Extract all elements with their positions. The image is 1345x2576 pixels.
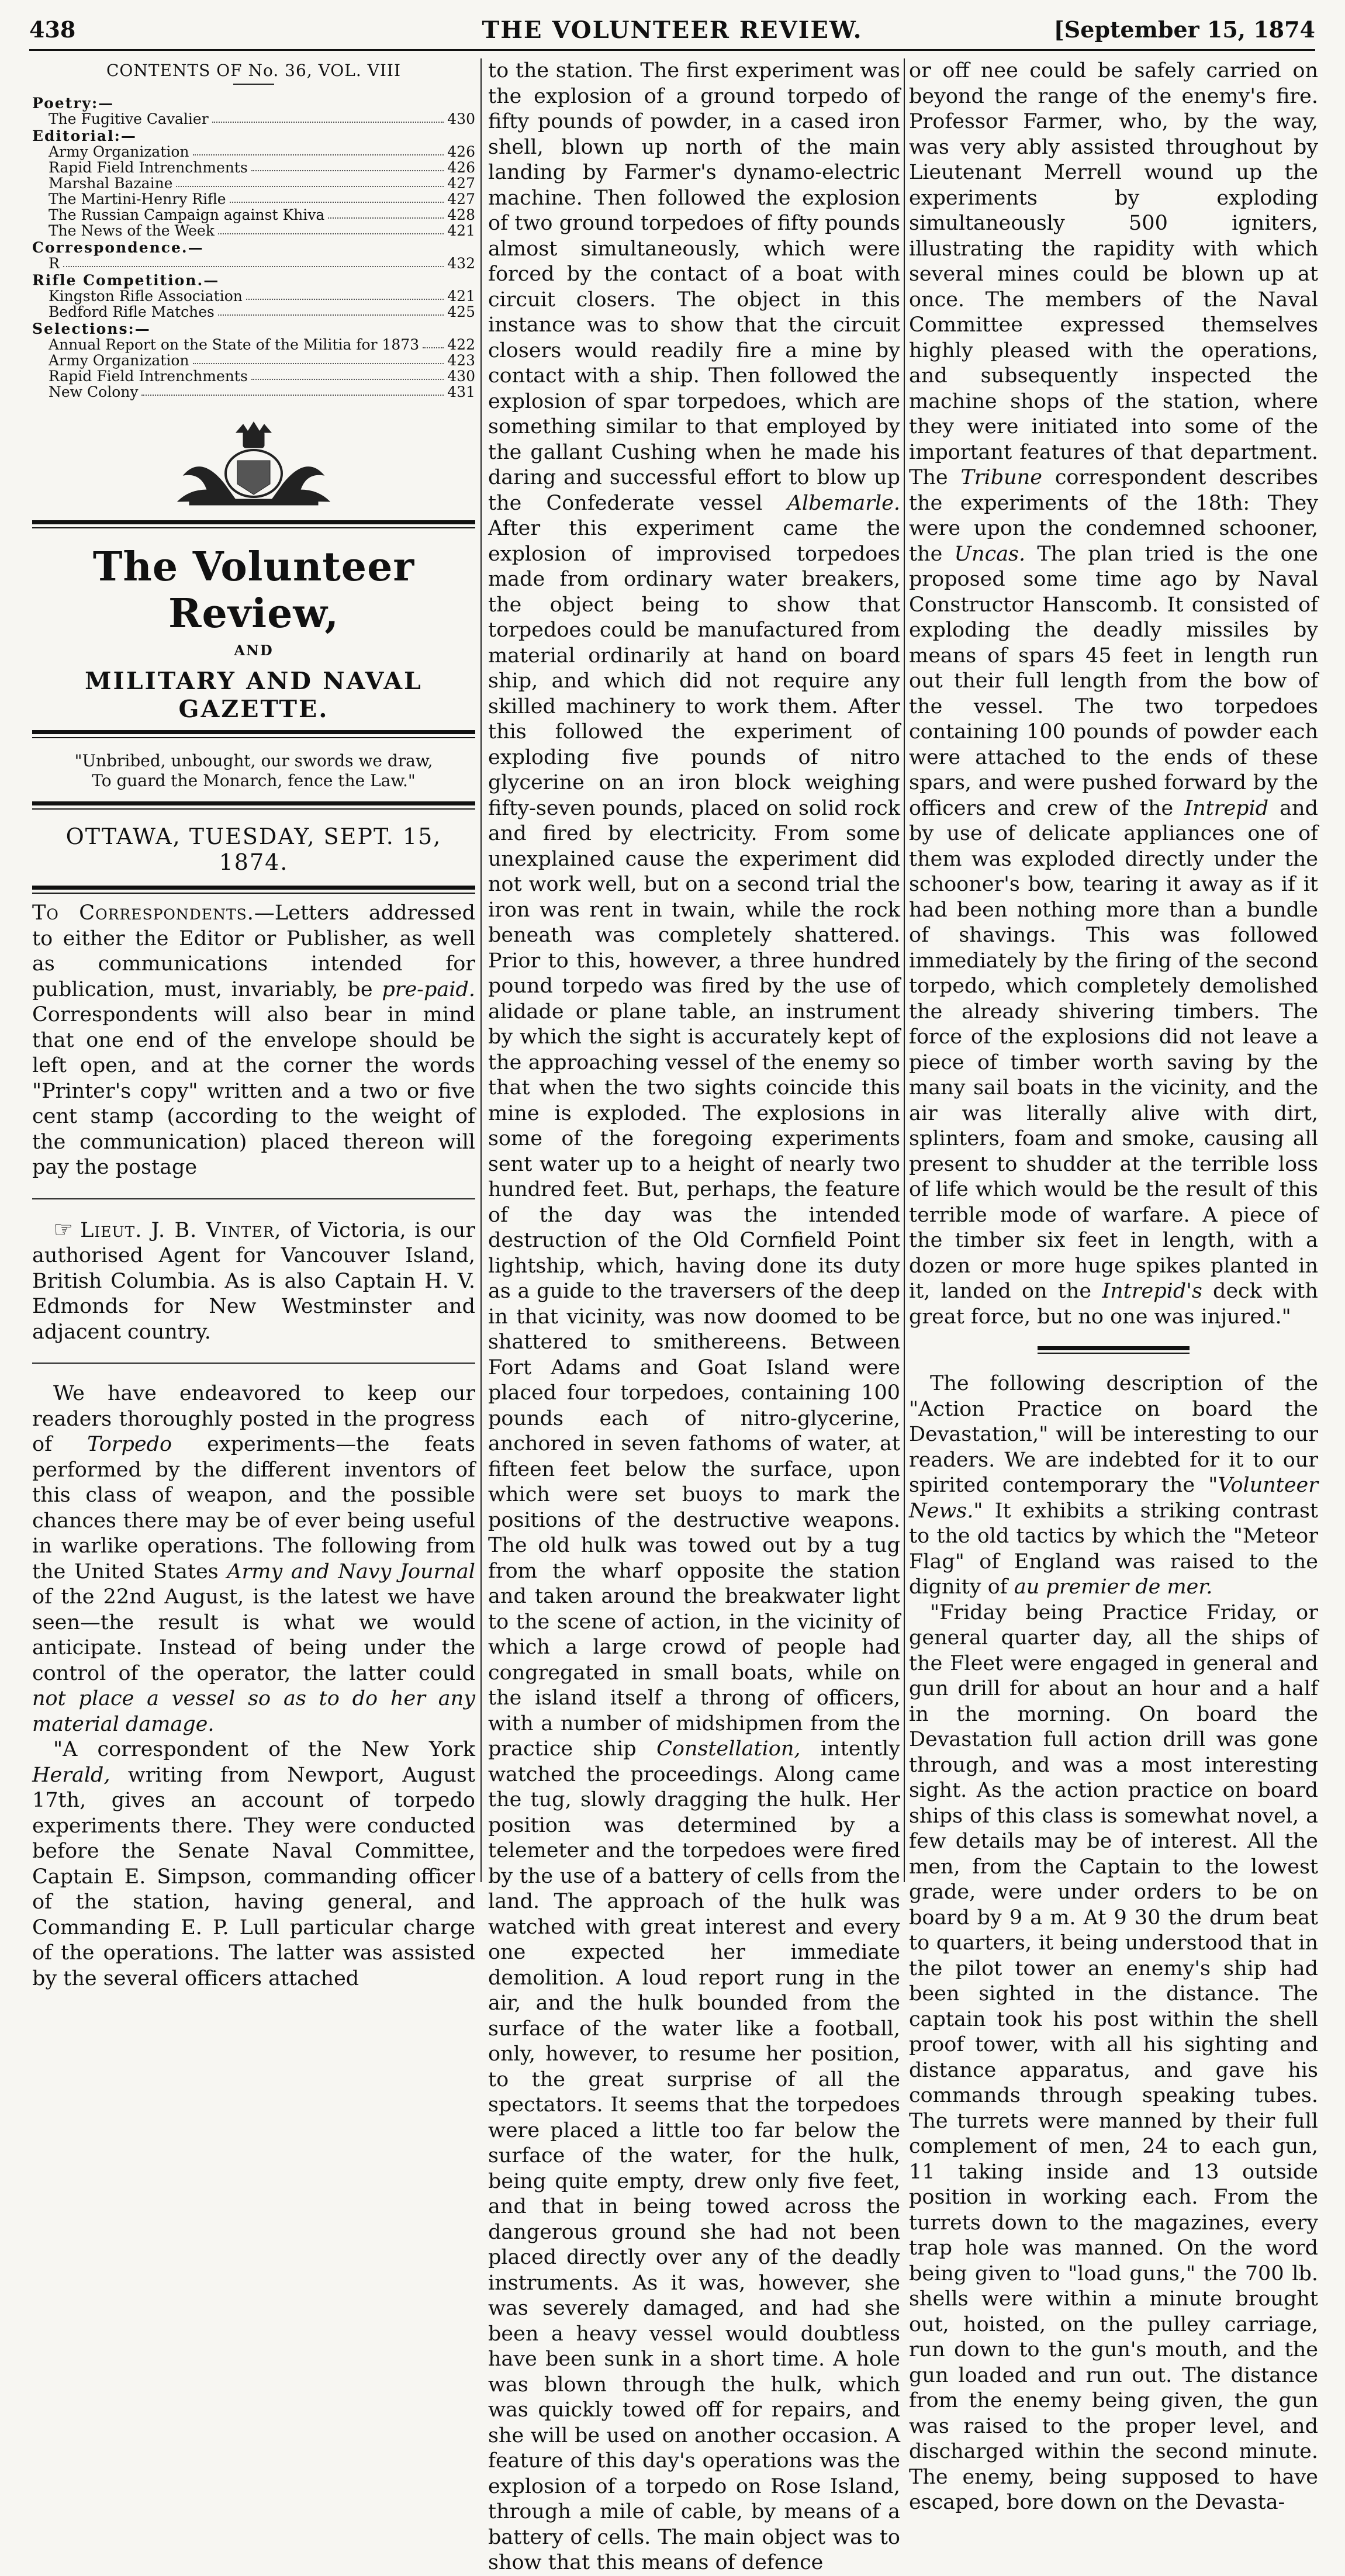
contents-entry-page: 430 (447, 368, 475, 385)
contents-entry (32, 288, 475, 304)
contents-entry-label: Annual Report on the State of the Militia for 1873 (49, 336, 420, 353)
article2-intro (909, 1371, 1318, 1600)
contents-entry-page: 421 (447, 288, 475, 305)
contents-entry (32, 368, 475, 384)
motto-line: To guard the Monarch, fence the Law." (92, 771, 416, 790)
contents-entry-page: 427 (447, 191, 475, 208)
contents-entry-label: Rapid Field Intrenchments (49, 368, 248, 385)
dot-leader (193, 144, 444, 155)
divider (32, 801, 475, 810)
contents-entry-page: 430 (447, 110, 475, 127)
contents-entry-page: 432 (447, 255, 475, 272)
notice-correspondents (32, 901, 475, 1181)
contents-entry (32, 207, 475, 223)
dot-leader (246, 288, 444, 300)
notice-text: Correspondents will also bear in mind that one end of the envelope should be left open, and at the corner the words "Printer's copy" written and a two or five cent stamp (according to the weight of the communication) placed thereon will pay the postage (32, 1003, 475, 1179)
article-emphasis: Herald, (32, 1763, 110, 1787)
running-header (29, 12, 1315, 51)
article-emphasis: Army and Navy Journal (227, 1560, 475, 1583)
contents-entry-page: 423 (447, 352, 475, 369)
dot-leader (141, 384, 444, 396)
dot-leader (218, 223, 444, 234)
contents-section-heading: Selections:— (32, 320, 151, 337)
divider (1038, 1346, 1190, 1354)
article-text: "A correspondent of the New York (53, 1738, 475, 1761)
dot-leader (328, 207, 444, 219)
contents-entry-page: 431 (447, 383, 475, 400)
notice-emphasis: pre-paid. (382, 977, 475, 1001)
pointing-hand-icon: ☞ (53, 1216, 74, 1242)
royal-arms-ornament-icon (166, 420, 341, 507)
divider (233, 84, 274, 85)
contents-entry (32, 111, 475, 127)
page-number: 438 (29, 16, 76, 43)
article2-body (909, 1600, 1318, 2516)
article-text: experiments—the feats performed by the different inventors of this class of weapon, and the possible chances there may be of ever being useful in warlike operations. The following from the United States (32, 1433, 475, 1583)
article-text: The plan tried is the one proposed some time ago by Naval Constructor Hanscomb. It consisted of exploding the deadly missiles by means of spars 45 feet in length run out their full length from the bow of the vessel. The two torpedoes containing 100 pounds of powder each were attached to the ends of these spars, and were pushed forward by the officers and crew of the (909, 542, 1318, 820)
article-emphasis: Tribune (960, 466, 1042, 489)
dot-leader (218, 304, 444, 316)
dot-leader (251, 160, 444, 171)
contents-entry (32, 175, 475, 191)
divider (32, 886, 475, 894)
divider (32, 1198, 475, 1199)
article-intro (32, 1381, 475, 1737)
dot-leader (251, 368, 444, 380)
contents-entry (32, 384, 475, 400)
article-emphasis: not place a vessel so as to do her any material damage. (32, 1687, 475, 1736)
contents-entry (32, 191, 475, 207)
dot-leader (212, 111, 444, 123)
contents-entry (32, 144, 475, 160)
column-3 (909, 58, 1318, 2514)
article-text: to the station. The first experiment was the explosion of a ground torpedo of fifty pounds of powder, in a cased iron shell, blown up north of the main landing by Farmer's dynamo-electric machine. Then followed the explosion of two ground torpedoes of fifty pounds almost simultaneously, which were forced by the contact of a boat with circuit closers. The object in this instance was to show that the circuit closers would readily fire a mine by contact with a ship. Then followed the explosion of spar torpedoes, which are something similar to that employed by the gallant Cushing when he made his daring and successful effort to blow up the Confederate vessel (488, 59, 900, 515)
article-text: intently watched the proceedings. Along came the tug, slowly dragging the hulk. Her position was determined by a telemeter and the torpedoes were fired by the use of a battery of cells from the land. The approach of the hulk was watched with great interest and every one expected her immediate demolition. A loud report rung in the air, and the hulk bounded from the surface of the water like a football, only, however, to resume her position, to the great surprise of all the spectators. It seems that the torpedoes were placed a little too far below the surface of the water, for the hulk, being quite empty, drew only five feet, and that in being towed across the dangerous ground she had not been placed directly over any of the deadly instruments. As it was, however, she was severely damaged, and had she been a heavy vessel would doubtless have been sunk in a short time. A hole was blown through the hulk, which was quickly towed off for repairs, and she will be used on another occasion. A feature of this day's operations was the explosion of a torpedo on Rose Island, through a mile of cable, by means of a battery of cells. The main object was to show that this means of defence (488, 1737, 900, 2574)
contents-entry-label: Kingston Rifle Association (49, 288, 243, 305)
masthead-motto (32, 751, 475, 791)
masthead-and: AND (234, 642, 274, 659)
contents-entry (32, 223, 475, 238)
contents-section-heading: Editorial:— (32, 127, 137, 144)
contents-entry-label: New Colony (49, 383, 139, 400)
contents-entry (32, 304, 475, 320)
article-text: deck with great force, but no one was injured." (909, 1280, 1318, 1329)
contents-entry-page: 428 (447, 206, 475, 223)
contents-entry-page: 425 (447, 303, 475, 320)
dateline: OTTAWA, TUESDAY, SEPT. 15, 1874. (65, 824, 442, 875)
column-2 (488, 58, 900, 2574)
article-text: or off nee could be safely carried on beyond the range of the enemy's fire. Professor Farmer, who, by the way, was very ably assisted throughout by Lieutenant Merrell wound up the experiments by exploding simultaneously 500 igniters, illustrating the rapidity with which several mines could be blown up at once. The members of the Naval Committee expressed themselves highly pleased with the operations, and subsequently inspected the machine shops of the station, where they were initiated into some of the important features of that department. The (909, 59, 1318, 489)
dot-leader (423, 337, 444, 348)
contents-entry-label: The News of the Week (49, 222, 215, 239)
contents-entry-label: Rapid Field Intrenchments (49, 159, 248, 176)
article-body (909, 58, 1318, 1330)
contents-entry-label: Army Organization (49, 143, 189, 160)
contents-entry-label: R (49, 255, 60, 272)
divider (32, 1363, 475, 1364)
article-text: of the 22nd August, is the latest we have seen—the result is what we would anticipate. Instead of being under the control of the operator, the latter could (32, 1585, 475, 1685)
dot-leader (63, 255, 444, 267)
notice-lead: To Correspondents. (32, 901, 254, 925)
article-emphasis: Albemarle. (787, 491, 900, 515)
contents-entry-page: 421 (447, 222, 475, 239)
article-quote (32, 1737, 475, 1991)
contents-entry-page: 427 (447, 175, 475, 192)
column-1 (32, 58, 475, 1990)
column-rule (904, 58, 905, 1882)
dot-leader (230, 191, 444, 203)
contents-entry-label: The Fugitive Cavalier (49, 110, 209, 127)
article-text: writing from Newport, August 17th, gives an account of torpedo experiments there. They were conducted before the Senate Naval Committee, Captain E. Simpson, commanding officer of the station, having general, and Commanding E. P. Lull particular charge of the operations. The latter was assisted by the several officers attached (32, 1763, 475, 1990)
article-emphasis: Volunteer News. (909, 1474, 1318, 1523)
article-text: " It exhibits a striking contrast to the old tactics by which the "Meteor Flag" of England was raised to the dignity of (909, 1499, 1318, 1599)
contents-entry (32, 337, 475, 352)
article-text: "Friday being Practice Friday, or general quarter day, all the ships of the Fleet were engaged in general and gun drill for about an hour and a half in the morning. On board the Devastation full action drill was gone through, and was a most interesting sight. As the action practice on board ships of this class is somewhat novel, a few details may be of interest. All the men, from the Captain to the lowest grade, were under orders to be on board by 9 a m. At 9 30 the drum beat to quarters, it being understood that in the pilot tower an enemy's ship had been sighted in the distance. The captain took his post within the shell proof tower, with all his sighting and distance apparatus, and gave his commands through speaking tubes. The turrets were manned by their full complement of men, 24 to each gun, 11 taking inside and 13 outside position in working each. From the turrets down to the magazines, every trap hole was manned. On the word being given to "load guns," the 700 lb. shells were within a minute brought out, hoisted, on the pulley carriage, run down to the gun's mouth, and the gun loaded and run out. The distance from the enemy being given, the gun was raised to the proper level, and discharged within the second minute. The enemy, being supposed to have escaped, bore down on the Devasta- (909, 1600, 1318, 2514)
contents-entry-page: 426 (447, 143, 475, 160)
article-text: and by use of delicate appliances one of them was exploded directly under the schooner's bow, tearing it away as if it had been nothing more than a bundle of shavings. This was followed immediately by the firing of the second torpedo, which completely demolished the already shivering timbers. The force of the explosions did not leave a piece of timber worth saving by the many sail boats in the vicinity, and the air was literally alive with dirt, splinters, foam and smoke, causing all present to shudder at the terrible loss of life which would be the result of this terrible mode of warfare. A piece of the timber six feet in length, with a dozen or more huge spikes planted in it, landed on the (909, 796, 1318, 1303)
dot-leader (176, 175, 444, 187)
motto-line: "Unbribed, unbought, our swords we draw, (74, 751, 433, 770)
notice-agent (32, 1217, 475, 1346)
article-emphasis: au premier de mer. (1014, 1575, 1213, 1599)
article-body (488, 58, 900, 2576)
contents-entry (32, 160, 475, 175)
article-emphasis: Torpedo (87, 1433, 172, 1456)
contents-entry-label: The Russian Campaign against Khiva (49, 206, 325, 223)
contents-heading: CONTENTS OF No. 36, VOL. VIII (106, 61, 402, 80)
contents-entry-label: Bedford Rifle Matches (49, 303, 215, 320)
article-text: correspondent describes the experiments of the 18th: They were upon the condemned schooner, the (909, 466, 1318, 566)
contents-entry-page: 422 (447, 336, 475, 353)
notice-text: —Letters addressed to either the Editor or Publisher, as well as communications intended for publication, must, invariably, be (32, 901, 475, 1001)
article-emphasis: Constellation, (656, 1737, 801, 1761)
column-rule (480, 58, 482, 1882)
contents-section-heading: Poetry:— (32, 95, 115, 112)
contents-section-heading: Correspondence.— (32, 239, 204, 256)
contents-entry-label: Army Organization (49, 352, 189, 369)
contents-entry (32, 352, 475, 368)
article-text: After this experiment came the explosion of improvised torpedoes made from ordinary water breakers, the object being to show that torpedoes could be manufactured from material ordinarily at hand on board ship, and which did not require any skilled machinery to work them. After this followed the experiment of exploding five pounds of nitro glycerine on an iron block weighing fifty-seven pounds, placed on solid rock and fired by electricity. From some unexplained cause the experiment did not work well, but on a second trial the iron was rent in twain, while the rock beneath was completely shattered. Prior to this, however, a three hundred pound torpedo was fired by the use of alidade or plane table, an instrument by which the sight is accurately kept of the approaching vessel of the enemy so that when the two sights coincide this mine is exploded. The explosions in some of the foregoing experiments sent water up to a height of nearly two hundred feet. But, perhaps, the feature of the day was the intended destruction of the Old Cornfield Point lightship, which, having done its duty as a guide to the traversers of the deep in that vicinity, was now doomed to be shattered to smithereens. Between Fort Adams and Goat Island were placed four torpedoes, containing 100 pounds each of nitro-glycerine, anchored in seven fathoms of water, at fifteen feet below the surface, upon which were set buoys to mark the positions of the destructive weapons. The old hulk was towed out by a tug from the wharf opposite the station and taken around the breakwater light to the scene of action, in the vicinity of which a large crowd of people had congregated in small boats, while on the island itself a throng of officers, with a number of midshipmen from the practice ship (488, 517, 900, 1761)
issue-date: [September 15, 1874 (1053, 16, 1315, 43)
masthead-subtitle: MILITARY AND NAVAL GAZETTE. (85, 667, 423, 723)
notice-lead: Lieut. J. B. Vinter, (80, 1218, 282, 1242)
article-emphasis: Uncas. (954, 542, 1026, 566)
publication-title: THE VOLUNTEER REVIEW. (482, 16, 863, 44)
divider (32, 730, 475, 738)
contents-entry-page: 426 (447, 159, 475, 176)
article-text: The following description of the "Action Practice on board the Devastation," will be interesting to our readers. We are indebted for it to our spirited contemporary the " (909, 1372, 1318, 1497)
divider (32, 520, 475, 528)
contents-entry-label: The Martini-Henry Rifle (49, 191, 226, 208)
table-of-contents (32, 95, 475, 400)
contents-entry (32, 255, 475, 271)
contents-entry-label: Marshal Bazaine (49, 175, 173, 192)
masthead-title: The Volunteer Review, (92, 544, 415, 637)
contents-section-heading: Rifle Competition.— (32, 272, 220, 289)
dot-leader (193, 352, 444, 364)
article-emphasis: Intrepid's (1102, 1280, 1202, 1303)
article-emphasis: Intrepid (1184, 796, 1269, 820)
notice-text: of Victoria, is our authorised Agent for Vancouver Island, British Columbia. As is also Captain H. V. Edmonds for New Westminster and adjacent country. (32, 1218, 475, 1344)
article-text: We have endeavored to keep our readers thoroughly posted in the progress of (32, 1382, 475, 1456)
